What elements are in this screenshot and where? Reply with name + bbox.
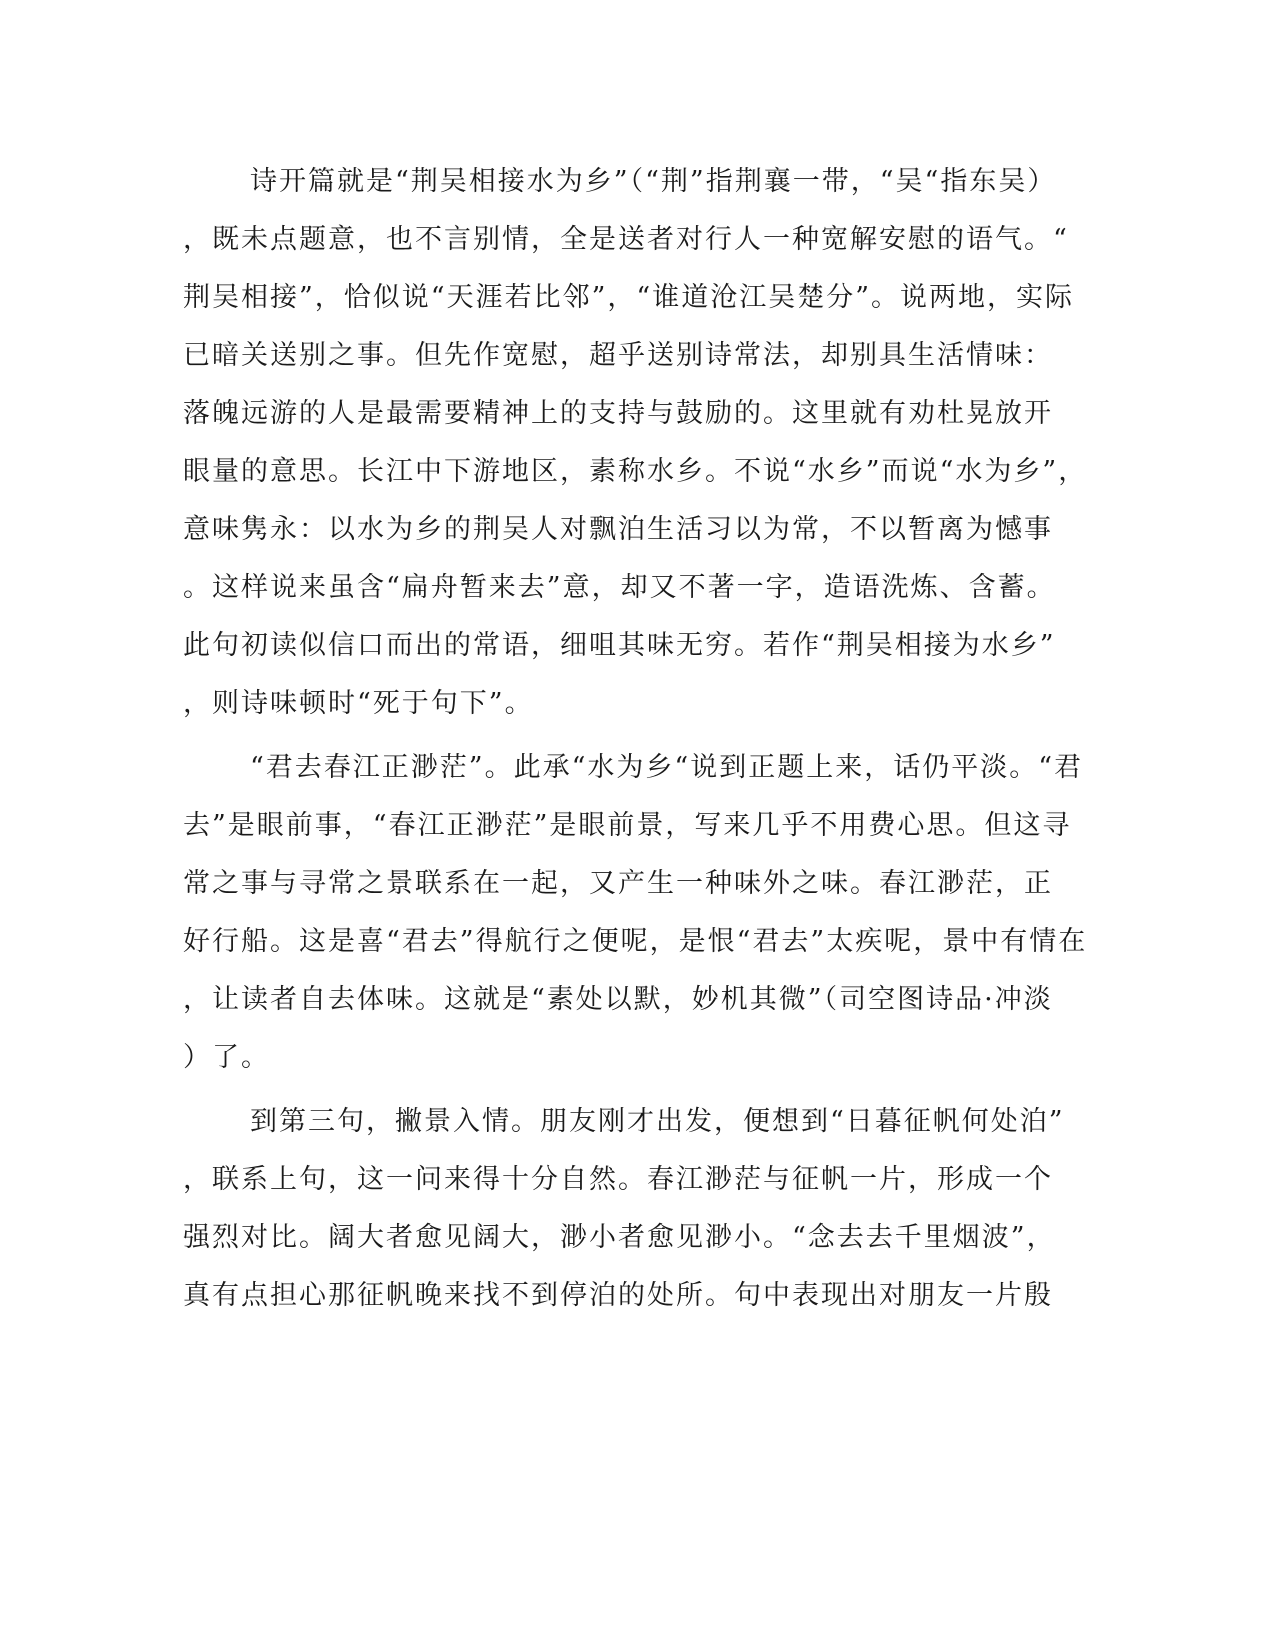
paragraph-1-line-1: 诗开篇就是“荆吴相接水为乡”（“荆”指荆襄一带，“吴“指东吴） bbox=[250, 166, 1057, 197]
paragraph-2-line-6: ）了。 bbox=[183, 1042, 270, 1073]
paragraph-2-line-4: 好行船。这是喜“君去”得航行之便呢，是恨“君去”太疾呢，景中有情在 bbox=[183, 926, 1088, 957]
paragraph-2-line-5: ，让读者自去体味。这就是“素处以默，妙机其微”（司空图诗品·冲淡 bbox=[183, 984, 1053, 1015]
paragraph-1-line-6: 眼量的意思。长江中下游地区，素称水乡。不说“水乡”而说“水为乡”， bbox=[183, 456, 1088, 487]
paragraph-3-line-2: ，联系上句，这一问来得十分自然。春江渺茫与征帆一片，形成一个 bbox=[183, 1164, 1053, 1195]
paragraph-3-line-1: 到第三句，撇景入情。朋友刚才出发，便想到“日暮征帆何处泊” bbox=[250, 1106, 1065, 1137]
paragraph-1-line-3: 荆吴相接”，恰似说“天涯若比邻”，“谁道沧江吴楚分”。说两地，实际 bbox=[183, 282, 1075, 313]
paragraph-1-line-2: ，既未点题意，也不言别情，全是送者对行人一种宽解安慰的语气。“ bbox=[183, 224, 1069, 255]
paragraph-1-line-10: ，则诗味顿时“死于句下”。 bbox=[183, 688, 534, 719]
paragraph-1-line-7: 意味隽永：以水为乡的荆吴人对飘泊生活习以为常，不以暂离为憾事 bbox=[183, 514, 1053, 545]
paragraph-3-line-4: 真有点担心那征帆晚来找不到停泊的处所。句中表现出对朋友一片殷 bbox=[183, 1280, 1053, 1311]
paragraph-2-line-2: 去”是眼前事，“春江正渺茫”是眼前景，写来几乎不用费心思。但这寻 bbox=[183, 810, 1072, 841]
paragraph-1-line-9: 此句初读似信口而出的常语，细咀其味无穷。若作“荆吴相接为水乡” bbox=[183, 630, 1056, 661]
paragraph-3-line-3: 强烈对比。阔大者愈见阔大，渺小者愈见渺小。“念去去千里烟波”， bbox=[183, 1222, 1056, 1253]
paragraph-2-line-1: “君去春江正渺茫”。此承“水为乡“说到正题上来，话仍平淡。“君 bbox=[250, 752, 1084, 783]
paragraph-1-line-4: 已暗关送别之事。但先作宽慰，超乎送别诗常法，却别具生活情味： bbox=[183, 340, 1053, 371]
paragraph-2-line-3: 常之事与寻常之景联系在一起，又产生一种味外之味。春江渺茫，正 bbox=[183, 868, 1053, 899]
paragraph-1-line-8: 。这样说来虽含“扁舟暂来去”意，却又不著一字，造语洗炼、含蓄。 bbox=[183, 572, 1056, 603]
paragraph-1-line-5: 落魄远游的人是最需要精神上的支持与鼓励的。这里就有劝杜晃放开 bbox=[183, 398, 1053, 429]
